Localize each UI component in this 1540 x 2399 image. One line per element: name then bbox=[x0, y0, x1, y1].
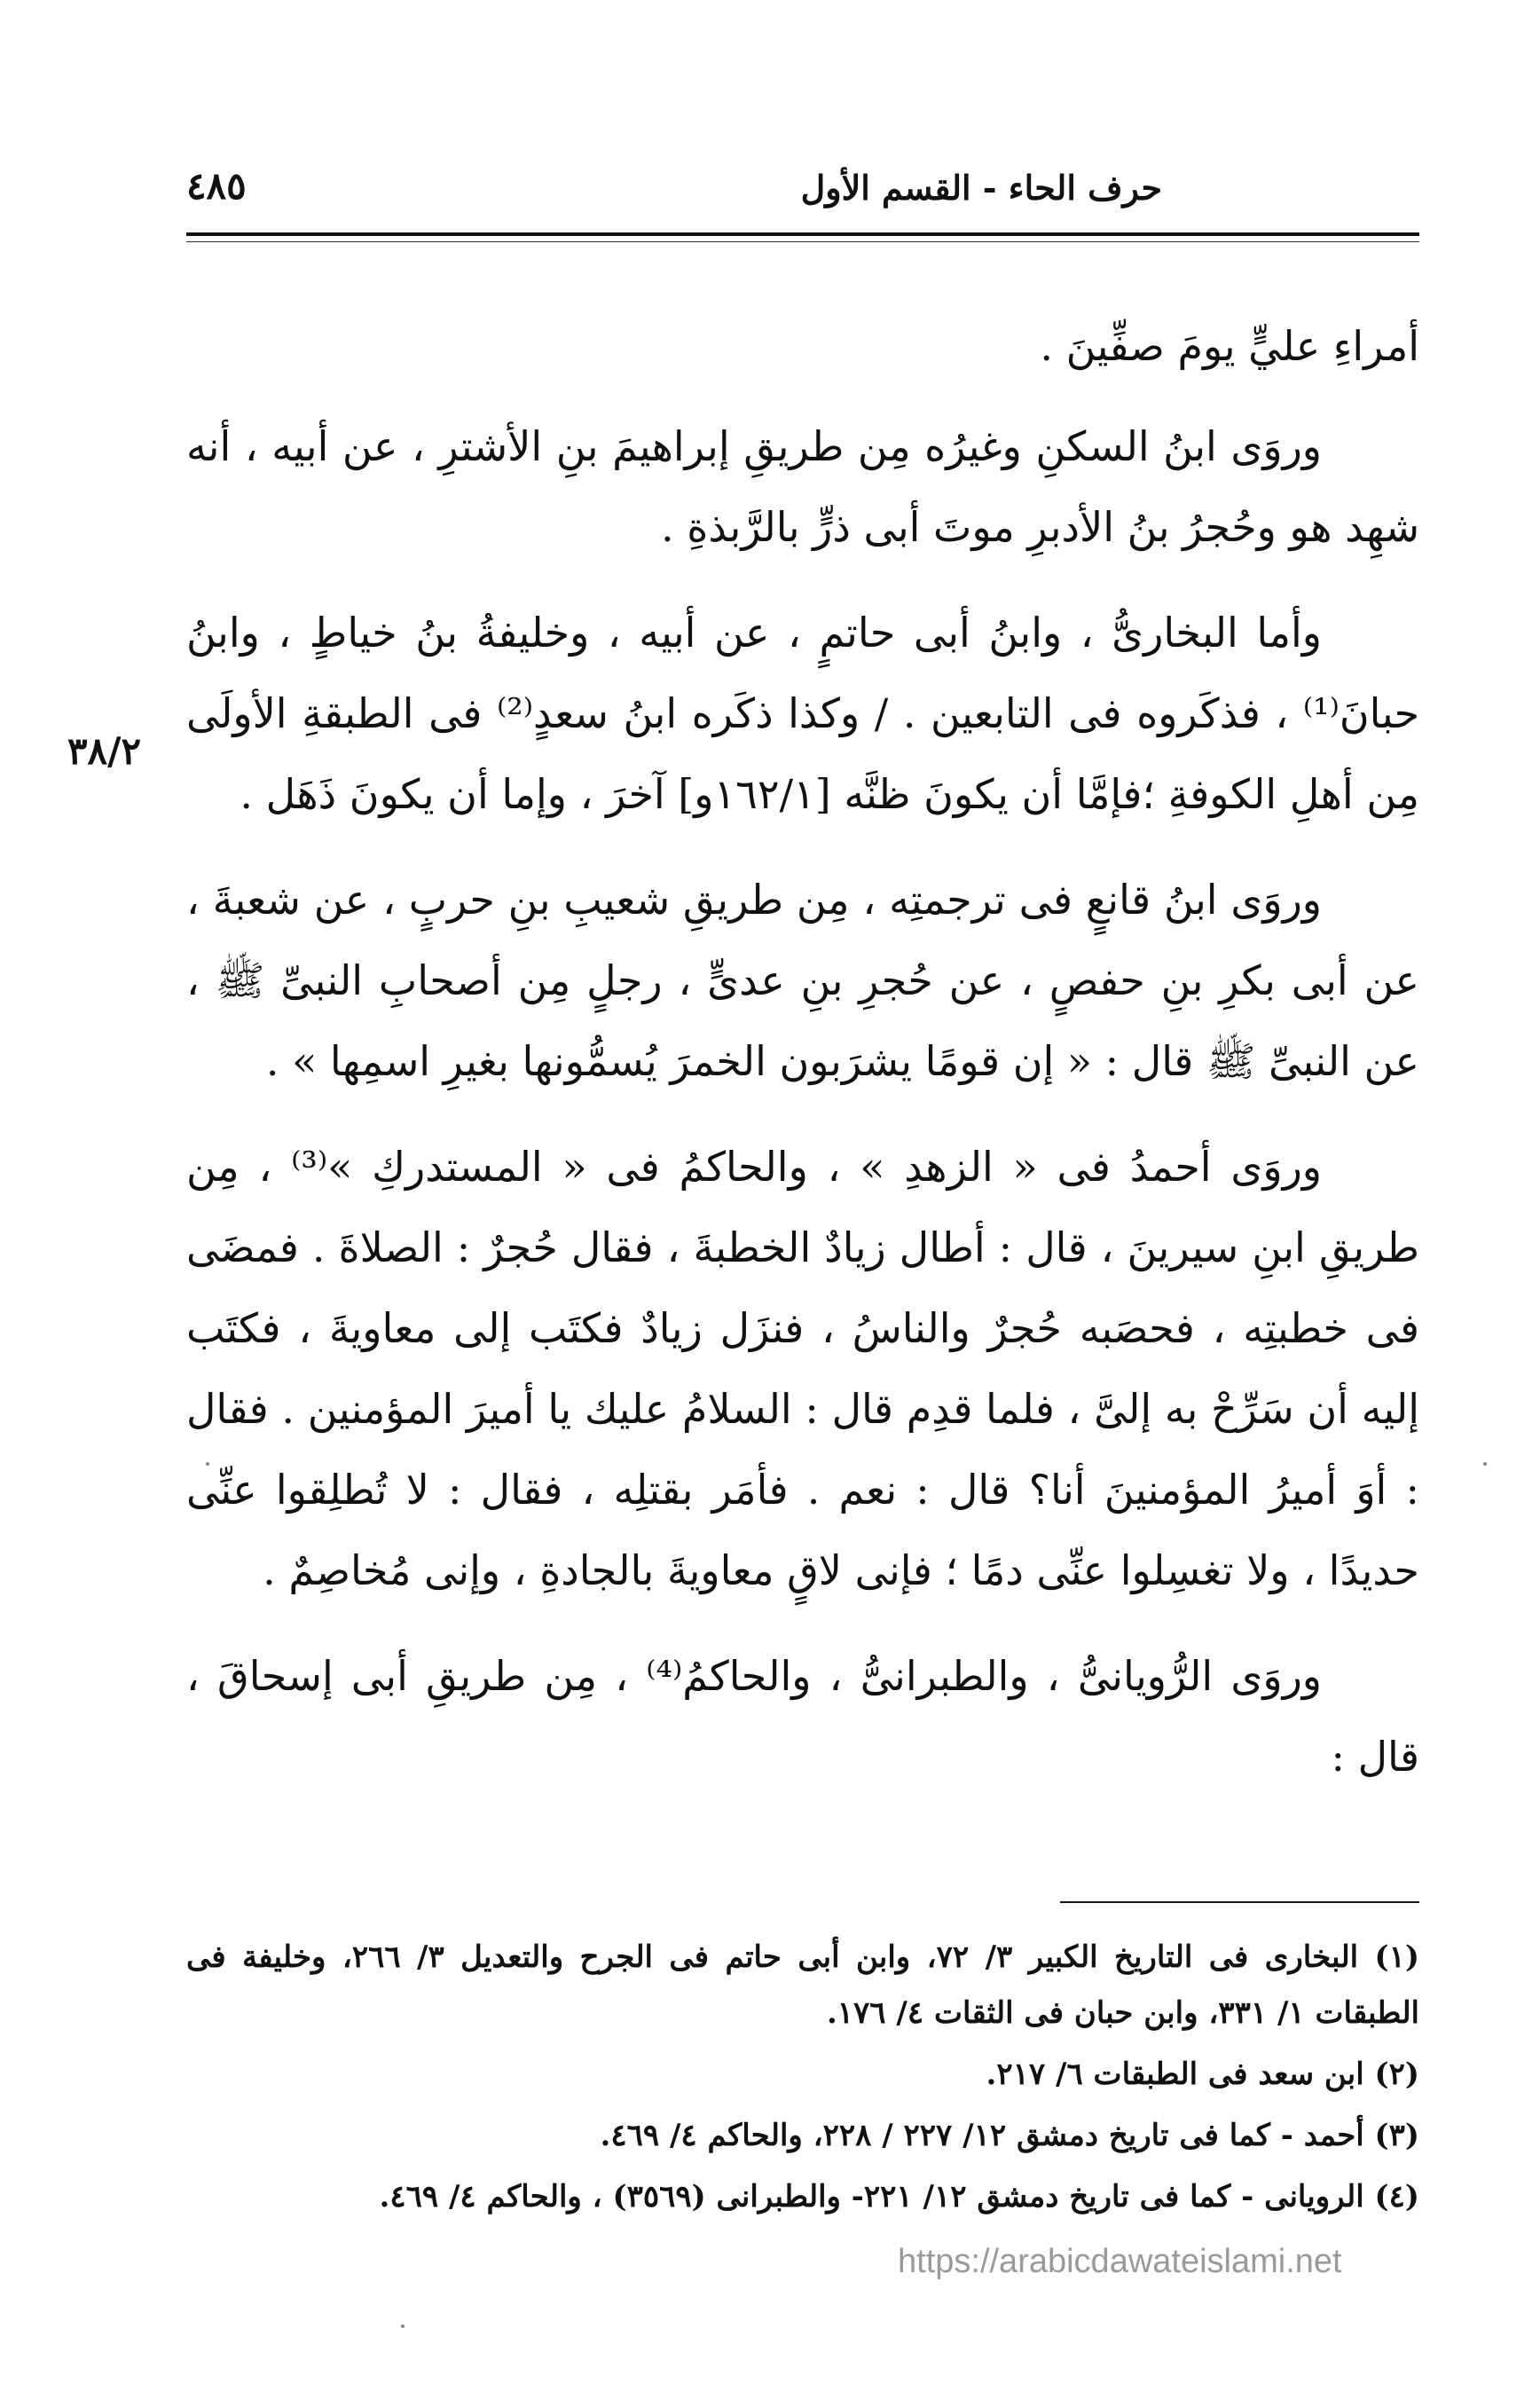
paragraph-1: أمراءِ عليٍّ يومَ صفِّينَ . bbox=[1040, 322, 1419, 370]
scan-speck bbox=[401, 2324, 405, 2328]
header-title: حرف الحاء - القسم الأول bbox=[800, 168, 1162, 208]
scan-speck bbox=[1483, 1462, 1487, 1466]
footnote-4: (٤) الرويانى - كما فى تاريخ دمشق ١٢/ ٢٢١- والطبرانى (٣٥٦٩) ، والحاكم ٤/ ٤٦٩. bbox=[379, 2179, 1419, 2214]
page-number: ٤٨٥ bbox=[186, 164, 247, 208]
footnote-1: (١) البخارى فى التاريخ الكبير ٣/ ٧٢، وابن أبى حاتم فى الجرح والتعديل ٣/ ٢٦٦، وخليفة فى الطبقات ١/ ٣٣١، وابن حبان فى الثقات ٤/ ١٧٦. bbox=[186, 1939, 1419, 2031]
footnote-3: (٣) أحمد - كما فى تاريخ دمشق ١٢/ ٢٢٧ / ٢٢٨، والحاكم ٤/ ٤٦٩. bbox=[600, 2118, 1419, 2153]
paragraph-6: وروَى الرُّويانىُّ ، والطبرانىُّ ، والحاكمُ⁽⁴⁾ ، مِن طريقِ أبى إسحاقَ ، قال : bbox=[186, 1652, 1419, 1781]
watermark-url: https://arabicdawateislami.net bbox=[898, 2243, 1342, 2280]
footnotes bbox=[186, 1930, 1419, 2230]
running-header bbox=[186, 164, 1419, 226]
paragraph-4: وروَى ابنُ قانعٍ فى ترجمتِه ، مِن طريقِ شعيبِ بنِ حربٍ ، عن شعبةَ ، عن أبى بكرِ بنِ حفصٍ ، عن حُجرِ بنِ عدىٍّ ، رجلٍ مِن أصحابِ النبىِّ ﷺ ، عن النبىِّ ﷺ قال : « إن قومًا يشرَبون الخمرَ يُسمُّونها بغيرِ اسمِها » . bbox=[186, 876, 1419, 1085]
main-text bbox=[186, 306, 1419, 1822]
paragraph-3: وأما البخارىُّ ، وابنُ أبى حاتمٍ ، عن أبيه ، وخليفةُ بنُ خياطٍ ، وابنُ حبانَ⁽¹⁾ ، فذكَروه فى التابعين . / وكذا ذكَره ابنُ سعدٍ⁽²⁾ فى الطبقةِ الأولَى مِن أهلِ الكوفةِ ؛فإمَّا أن يكونَ ظنَّه [١٦٢/١و] آخرَ ، وإما أن يكونَ ذَهَل . bbox=[186, 609, 1420, 818]
margin-note: ٣٨/٢ bbox=[67, 729, 142, 773]
paragraph-2: وروَى ابنُ السكنِ وغيرُه مِن طريقِ إبراهيمَ بنِ الأشترِ ، عن أبيه ، أنه شهِد هو وحُجرُ بنُ الأدبرِ موتَ أبى ذرٍّ بالرَّبذةِ . bbox=[186, 422, 1419, 551]
header-rule-thin bbox=[186, 241, 1419, 242]
header-rule-thick bbox=[186, 232, 1419, 236]
footnote-2: (٢) ابن سعد فى الطبقات ٦/ ٢١٧. bbox=[986, 2057, 1419, 2092]
footnote-separator bbox=[1060, 1901, 1419, 1903]
paragraph-5: وروَى أحمدُ فى « الزهدِ » ، والحاكمُ فى « المستدركِ »⁽³⁾ ، مِن طريقِ ابنِ سيرينَ ، قال : أطال زيادٌ الخطبةَ ، فقال حُجرٌ : الصلاةَ . فمضَى فى خطبتِه ، فحصَبه حُجرٌ والناسُ ، فنزَل زيادٌ فكتَب إلى معاويةَ ، فكتَب إليه أن سَرِّحْ به إلىَّ ، فلما قدِم قال : السلامُ عليك يا أميرَ المؤمنين . فقال : أوَ أميرُ المؤمنينَ أنا؟ قال : نعم . فأمَر بقتلِه ، فقال : لا تُطلِقوا عنِّى حديدًا ، ولا تغسِلوا عنِّى دمًا ؛ فإنى لاقٍ معاويةَ بالجادةِ ، وإنى مُخاصِمٌ . bbox=[186, 1143, 1419, 1594]
scan-speck bbox=[206, 1462, 209, 1466]
